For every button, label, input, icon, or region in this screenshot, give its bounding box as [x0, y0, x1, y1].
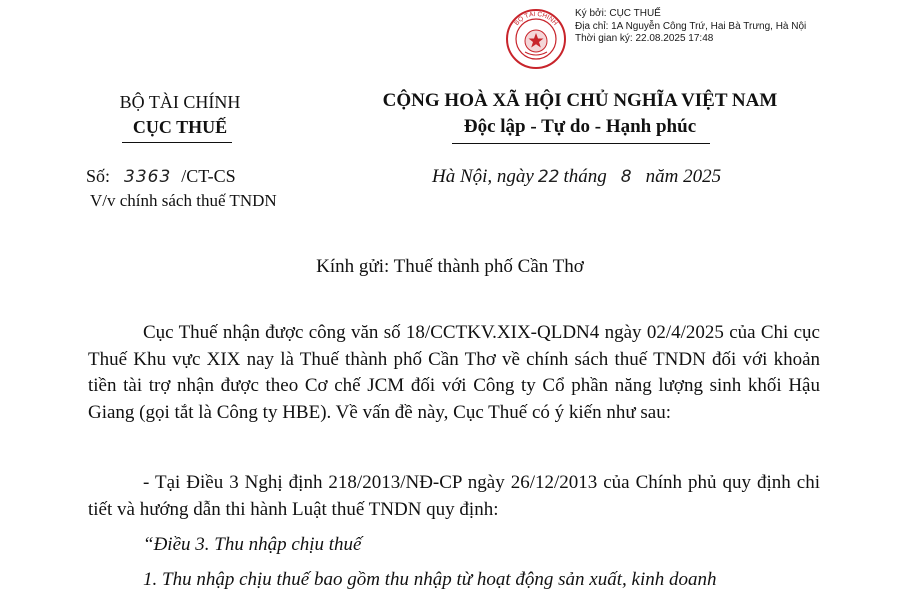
body-paragraph-1: Cục Thuế nhận được công văn số 18/CCTKV.XIX-QLDN4 ngày 02/4/2025 của Chi cục Thuế Khu vực XIX nay là Thuế thành phố Cần Thơ về chính sách thuế TNDN đối với khoản tiền tài trợ nhận được theo Cơ chế JCM đối với Công ty Cổ phần năng lượng sinh khối Hậu Giang (gọi tắt là Công ty HBE). Về vấn đề này, Cục Thuế có ý kiến như sau:	[88, 322, 820, 423]
official-seal	[505, 8, 567, 70]
date-year: năm 2025	[645, 166, 722, 187]
department-name: CỤC THUẾ	[132, 117, 228, 137]
recipient-line: Kính gửi: Thuế thành phố Cần Thơ	[316, 256, 584, 277]
nation-title: CỘNG HOÀ XÃ HỘI CHỦ NGHĨA VIỆT NAM	[382, 90, 778, 111]
ministry-name: BỘ TÀI CHÍNH	[119, 92, 241, 112]
signature-address: Địa chỉ: 1A Nguyễn Công Trứ, Hai Bà Trưng, Hà Nội	[575, 20, 807, 32]
signature-time: Thời gian ký: 22.08.2025 17:48	[575, 33, 714, 44]
handwritten-month: 8	[620, 167, 632, 187]
body-quote-heading: “Điều 3. Thu nhập chịu thuế	[143, 534, 362, 555]
body-quote-item-1: 1. Thu nhập chịu thuế bao gồm thu nhập từ hoạt động sản xuất, kinh doanh	[143, 569, 717, 590]
document-subject: V/v chính sách thuế TNDN	[90, 191, 277, 210]
department-underline	[122, 142, 232, 143]
number-label: Số:	[86, 166, 111, 186]
svg-text:BỘ TÀI CHÍNH: BỘ TÀI CHÍNH	[513, 10, 559, 27]
handwritten-day: 22	[537, 167, 560, 187]
national-motto: Độc lập - Tự do - Hạnh phúc	[463, 116, 697, 137]
date-prefix: Hà Nội, ngày	[432, 166, 534, 187]
digital-signature-info	[575, 8, 806, 46]
date-month-label: tháng	[563, 166, 607, 187]
motto-underline	[452, 143, 710, 144]
document-date	[432, 166, 721, 188]
body-paragraph-2: - Tại Điều 3 Nghị định 218/2013/NĐ-CP ngày 26/12/2013 của Chính phủ quy định chi tiết và hướng dẫn thi hành Luật thuế TNDN quy định:	[88, 472, 820, 520]
handwritten-number: 3363	[124, 167, 172, 187]
number-suffix: /CT-CS	[181, 166, 236, 186]
document-number	[86, 166, 236, 187]
signature-signer: Ký bởi: CỤC THUẾ	[575, 8, 661, 19]
